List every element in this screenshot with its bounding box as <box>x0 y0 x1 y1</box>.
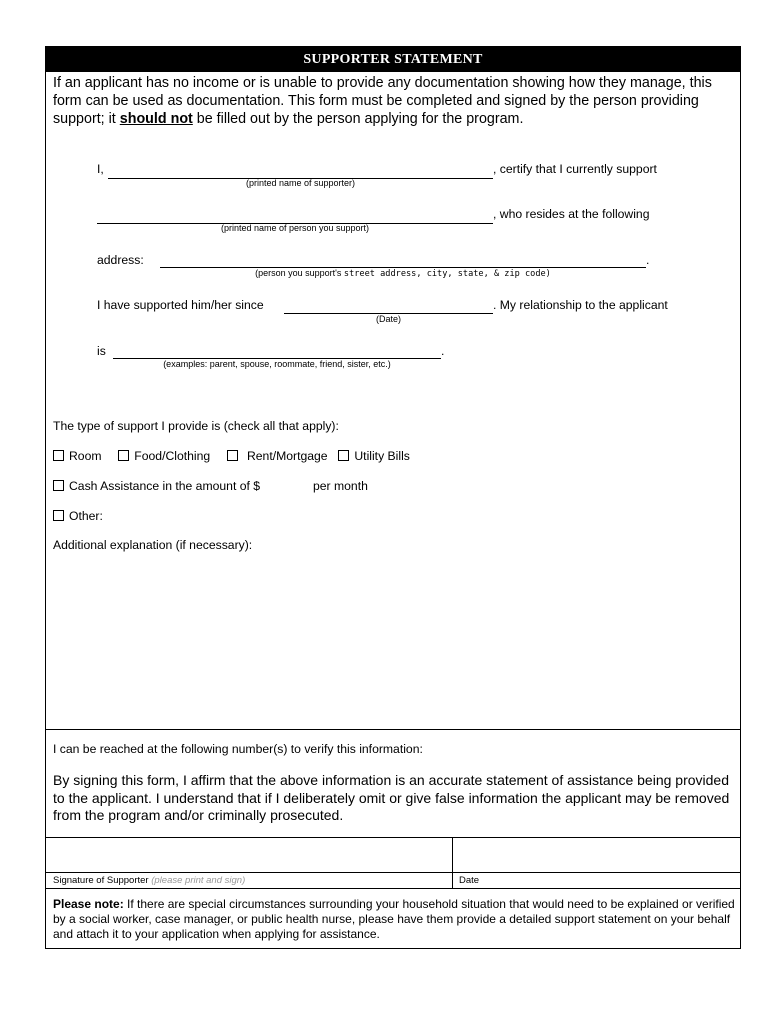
other-label: Other: <box>69 509 103 523</box>
cash-assistance-label: Cash Assistance in the amount of $ <box>69 479 261 493</box>
line1-prefix: I, <box>97 162 104 176</box>
line5-prefix: is <box>97 344 106 358</box>
room-checkbox[interactable] <box>53 450 64 461</box>
rent-mortgage-label: Rent/Mortgage <box>246 449 328 463</box>
other-checkbox[interactable] <box>53 510 64 521</box>
signature-field[interactable] <box>46 838 452 872</box>
line5-suffix: . <box>441 344 445 358</box>
food-clothing-checkbox[interactable] <box>118 450 129 461</box>
intro-emphasis: should not <box>119 111 193 127</box>
signature-hint: (please print and sign) <box>151 875 246 886</box>
cash-assistance-row <box>53 479 260 493</box>
line1-caption: (printed name of supporter) <box>245 178 356 188</box>
explanation-label: Additional explanation (if necessary): <box>53 538 253 552</box>
line5-caption: (examples: parent, spouse, roommate, friend, sister, etc.) <box>163 359 391 369</box>
line1-suffix: , certify that I currently support <box>493 162 657 176</box>
date-label: Date <box>459 875 480 886</box>
other-row <box>53 509 103 523</box>
cash-per-month-label: per month <box>313 479 368 493</box>
date-field[interactable] <box>452 838 740 872</box>
support-options-row <box>53 449 410 463</box>
intro-paragraph <box>53 74 737 128</box>
line3-caption-a: (person you support's <box>255 268 342 278</box>
intro-text-before: If an applicant has no income or is unable to provide any documentation showing how they manage, this form can be used as documentation. This form must be completed and signed by the person providing support; it <box>53 75 712 127</box>
utility-option[interactable] <box>338 449 410 463</box>
supporter-statement-form <box>45 46 741 949</box>
line4-caption: (Date) <box>375 314 401 324</box>
cash-assistance-checkbox[interactable] <box>53 480 64 491</box>
intro-text-after: be filled out by the person applying for the program. <box>192 111 524 127</box>
explanation-area[interactable] <box>53 557 737 727</box>
signature-date-divider <box>452 837 453 888</box>
utility-bills-label: Utility Bills <box>354 449 410 463</box>
rent-option[interactable] <box>227 449 328 463</box>
note-divider <box>46 888 740 889</box>
line2-caption: (printed name of person you support) <box>220 223 370 233</box>
please-note-block <box>53 897 737 942</box>
utility-bills-checkbox[interactable] <box>338 450 349 461</box>
line2-suffix: , who resides at the following <box>493 207 650 221</box>
section-divider <box>46 729 740 730</box>
food-clothing-label: Food/Clothing <box>134 449 211 463</box>
reach-numbers-text: I can be reached at the following number(s) to verify this information: <box>53 742 423 756</box>
signature-line <box>46 872 740 873</box>
signature-label: Signature of Supporter <box>53 875 149 886</box>
line4-suffix: . My relationship to the applicant <box>493 298 668 312</box>
line3-caption <box>160 268 646 279</box>
support-type-heading: The type of support I provide is (check all that apply): <box>53 419 339 433</box>
please-note-text: If there are special circumstances surrounding your household situation that would need to be explained or verified by a social worker, case manager, or public health nurse, please have them provide a detailed support statement on your behalf and attach it to your application when applying for assistance. <box>53 897 735 941</box>
line4-prefix: I have supported him/her since <box>97 298 264 312</box>
rent-mortgage-checkbox[interactable] <box>227 450 238 461</box>
line3-suffix: . <box>646 253 650 267</box>
line3-prefix: address: <box>97 253 144 267</box>
affirmation-text: By signing this form, I affirm that the above information is an accurate statement of assistance being provided to the applicant. I understand that if I deliberately omit or give false information the applicant may be removed from the program and/or criminally prosecuted. <box>53 772 730 823</box>
room-option[interactable] <box>53 449 102 463</box>
signature-caption <box>53 875 245 886</box>
room-label: Room <box>69 449 102 463</box>
line3-caption-b: street address, city, state, & zip code) <box>343 269 551 279</box>
form-title: SUPPORTER STATEMENT <box>46 47 740 72</box>
please-note-label: Please note: <box>53 897 124 911</box>
food-option[interactable] <box>118 449 210 463</box>
